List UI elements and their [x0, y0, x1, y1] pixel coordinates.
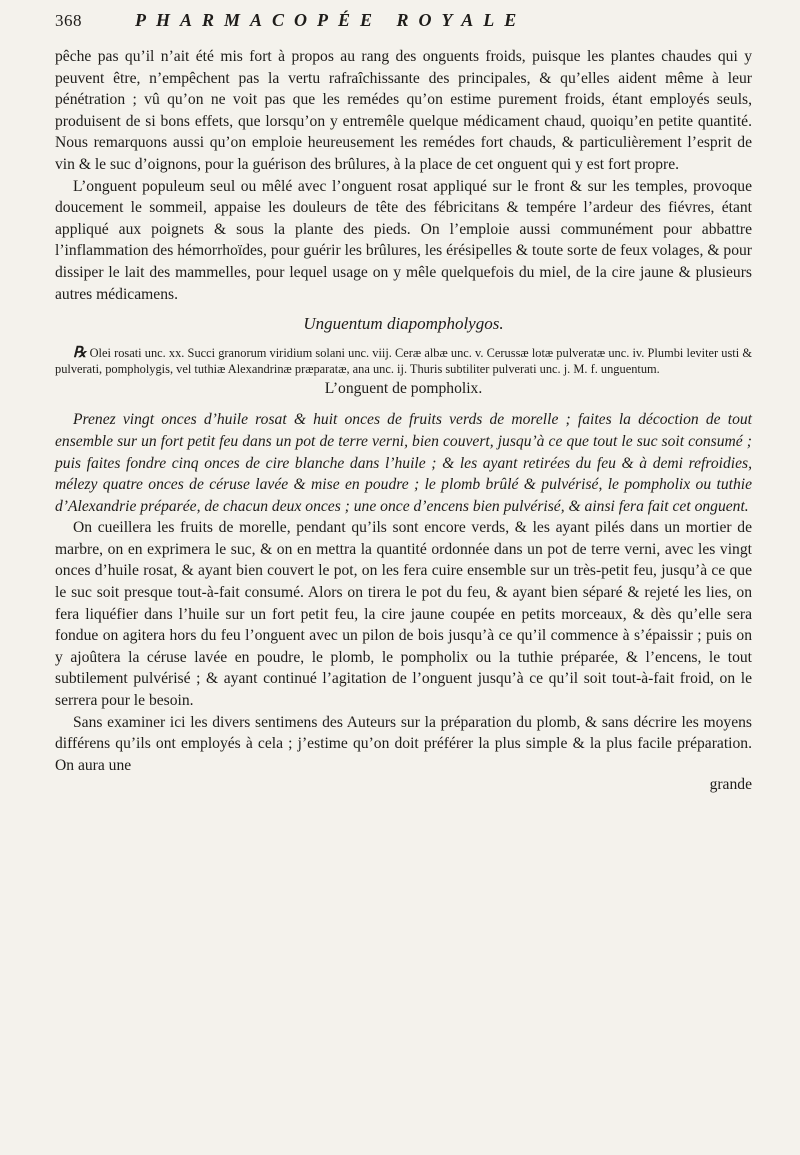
catchword: grande	[709, 776, 752, 794]
section-title: Unguentum diapompholygos.	[303, 314, 504, 334]
running-title: PHARMACOPÉE ROYALE	[135, 10, 527, 30]
latin-recipe	[55, 345, 752, 378]
latin-recipe-text: Olei rosati unc. xx. Succi granorum viridium solani unc. viij. Ceræ albæ unc. v. Cerussæ lotæ pulveratæ unc. iv. Plumbi leviter usti & pulverati, pompholygis, vel tuthiæ Alexandrinæ præparatæ, ana unc. ij. Thuris subtiliter pulverati unc. j. M. f. unguentum.	[55, 345, 752, 377]
french-recipe-title: L’onguent de pompholix.	[324, 379, 483, 397]
page-header	[55, 10, 752, 46]
recipe-symbol-icon: ℞	[73, 344, 87, 361]
intro-paragraph: pêche pas qu’il n’ait été mis fort à propos au rang des onguents froids, puisque les plantes chaudes qui y peuvent être, n’empêchent pas la vertu rafraîchissante des principales, & qu’elles aident même à leur pénétration ; vû qu’on ne voit pas que les remédes qu’on estime purement froids, étant employés seuls, produisent de si bons effets, que lorsqu’on y entremêle quelque médicament chaud, quoiqu’en petite quantité. Nous remarquons aussi qu’on emploie heureusement les remédes fort chauds, & particulièrement l’esprit de vin & le suc d’oignons, pour la guérison des brûlures, à la place de cet onguent qui y est fort propre.	[55, 48, 752, 173]
page-body	[55, 46, 752, 796]
page-number: 368	[55, 11, 82, 30]
preparation-paragraph: On cueillera les fruits de morelle, pendant qu’ils sont encore verds, & les ayant pilés dans un mortier de marbre, on en exprimera le suc, & on en mettra la quantité ordonnée dans un pot de terre verni, avec les vingt onces d’huile rosat, & ayant bien couvert le pot, on les fera cuire ensemble sur un très-petit feu, jusqu’à ce que le suc soit presque tout-à-fait consumé. Alors on tirera le pot du feu, & ayant bien séparé & rejeté les lies, on fera liquéfier dans l’huile sur un fort petit feu, la cire jaune coupée en petits morceaux, & dès qu’elle sera fondue on agitera hors du feu l’onguent avec un pilon de bois jusqu’à ce qu’il commence à s’épaissir ; puis on y ajoûtera la céruse lavée en poudre, le plomb, le pompholix ou la tuthie préparée, & l’encens, le tout subtilement pulvérisé ; & ayant continué l’agitation de l’onguent jusqu’à ce qu’il soit tout-à-fait froid, on le serrera pour le besoin.	[55, 519, 752, 710]
french-recipe: Prenez vingt onces d’huile rosat & huit onces de fruits verds de morelle ; faites la décoction de tout ensemble sur un fort petit feu dans un pot de terre verni, bien couvert, jusqu’à ce que tout le suc soit consumé ; puis faites fondre cinq onces de cire blanche dans l’huile ; & les ayant retirées du feu & à demi refroidies, mélezy quatre onces de céruse lavée & mise en poudre ; le plomb brûlé & pulvérisé, le pompholix ou tuthie d’Alexandrie préparée, de chacun deux onces ; une once d’encens bien pulvérisé, & ainsi fera fait cet onguent.	[55, 411, 752, 515]
closing-paragraph: Sans examiner ici les divers sentimens des Auteurs sur la préparation du plomb, & sans décrire les moyens différens qu’ils ont employés à cela ; j’estime qu’on doit préférer la plus simple & la plus facile préparation. On aura une	[55, 713, 752, 774]
populeum-paragraph: L’onguent populeum seul ou mêlé avec l’onguent rosat appliqué sur le front & sur les temples, provoque doucement le sommeil, appaise les douleurs de tête des fébricitans & tempére l’ardeur des fiévres, étant appliqué aux poignets & sous la plante des pieds. On l’emploie aussi communément pour abbattre l’inflammation des hémorrhoïdes, pour guérir les brûlures, les érésipelles & toute sorte de feux volages, & pour dissiper le lait des mammelles, pour lequel usage on y mêle quelquefois du miel, de la cire jaune & plusieurs autres médicamens.	[55, 177, 752, 303]
